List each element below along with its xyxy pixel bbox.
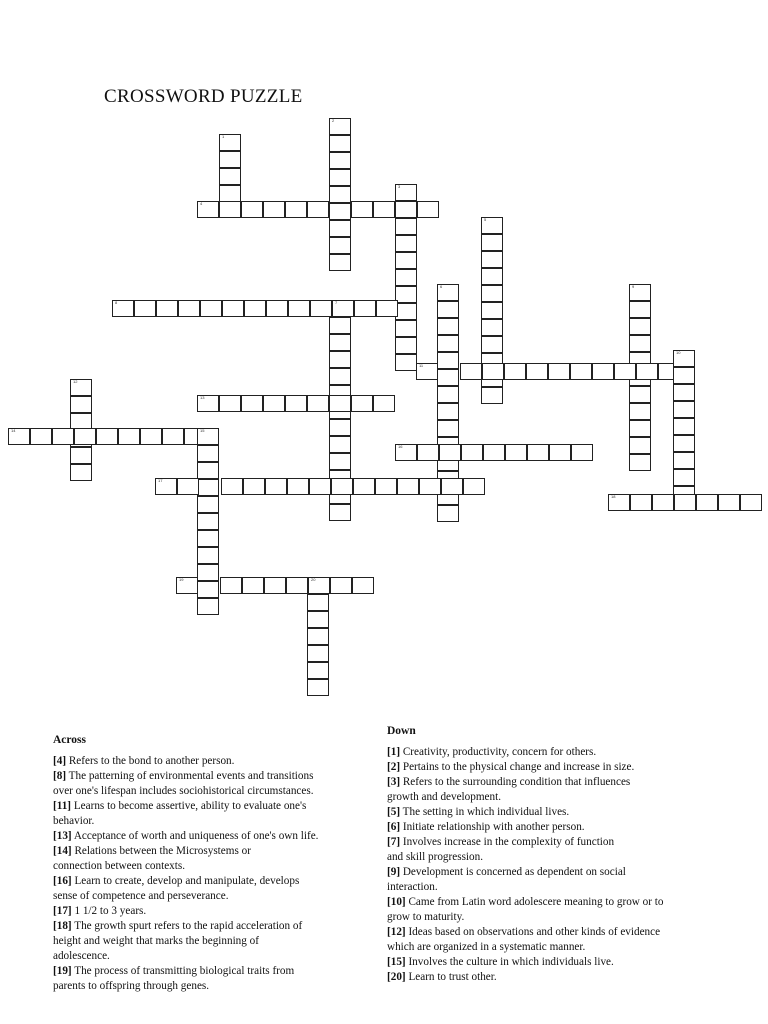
across-clue [53, 799, 373, 829]
grid-cell[interactable] [197, 395, 219, 412]
grid-cell[interactable] [329, 317, 351, 334]
grid-cell[interactable] [219, 201, 241, 218]
across-clue [53, 874, 373, 904]
clue-text: Ideas based on observations and other kinds of evidence [405, 926, 661, 938]
grid-cell[interactable] [178, 300, 200, 317]
grid-cell[interactable] [437, 386, 459, 403]
cell-number: 13 [200, 395, 205, 400]
grid-cell[interactable] [329, 203, 351, 220]
cell-number: 9 [632, 284, 635, 289]
down-clue [387, 865, 727, 895]
clue-text: Initiate relationship with another person. [400, 821, 585, 833]
clue-text: Learn to create, develop and manipulate, develops [71, 875, 300, 887]
grid-cell[interactable] [243, 478, 265, 495]
grid-cell[interactable] [96, 428, 118, 445]
grid-cell[interactable] [673, 384, 695, 401]
grid-cell[interactable] [219, 168, 241, 185]
grid-cell[interactable] [673, 350, 695, 367]
grid-cell[interactable] [112, 300, 134, 317]
grid-cell[interactable] [571, 444, 593, 461]
grid-cell[interactable] [673, 452, 695, 469]
cell-number: 2 [332, 118, 335, 123]
grid-cell[interactable] [395, 303, 417, 320]
grid-cell[interactable] [395, 269, 417, 286]
grid-cell[interactable] [286, 577, 308, 594]
clue-text: Refers to the bond to another person. [66, 755, 235, 767]
across-heading: Across [53, 734, 87, 746]
grid-cell[interactable] [439, 444, 461, 461]
grid-cell[interactable] [353, 478, 375, 495]
clue-text: adolescence. [53, 950, 110, 962]
grid-cell[interactable] [329, 220, 351, 237]
grid-cell[interactable] [221, 478, 243, 495]
grid-cell[interactable] [329, 453, 351, 470]
grid-cell[interactable] [549, 444, 571, 461]
clue-text: Relations between the Microsystems or [71, 845, 251, 857]
grid-cell[interactable] [629, 301, 651, 318]
grid-cell[interactable] [674, 494, 696, 511]
grid-cell[interactable] [482, 363, 504, 380]
clue-number: [10] [387, 896, 406, 908]
grid-cell[interactable] [8, 428, 30, 445]
grid-cell[interactable] [437, 420, 459, 437]
grid-cell[interactable] [376, 300, 398, 317]
clue-text: Pertains to the physical change and increase in size. [400, 761, 635, 773]
grid-cell[interactable] [629, 420, 651, 437]
grid-cell[interactable] [481, 319, 503, 336]
grid-cell[interactable] [395, 337, 417, 354]
clue-text: behavior. [53, 815, 95, 827]
grid-cell[interactable] [329, 237, 351, 254]
across-clue-list [53, 754, 373, 994]
grid-cell[interactable] [241, 395, 263, 412]
grid-cell[interactable] [481, 217, 503, 234]
grid-cell[interactable] [309, 478, 331, 495]
down-clue [387, 970, 727, 985]
down-clue-list [387, 745, 727, 985]
cell-number: 18 [611, 494, 616, 499]
grid-cell[interactable] [134, 300, 156, 317]
grid-cell[interactable] [265, 478, 287, 495]
cell-number: 6 [440, 284, 443, 289]
grid-cell[interactable] [481, 302, 503, 319]
clue-text: connection between contexts. [53, 860, 186, 872]
grid-cell[interactable] [285, 395, 307, 412]
cell-number: 5 [484, 217, 487, 222]
grid-cell[interactable] [287, 478, 309, 495]
grid-cell[interactable] [177, 478, 199, 495]
grid-cell[interactable] [329, 368, 351, 385]
grid-cell[interactable] [162, 428, 184, 445]
grid-cell[interactable] [70, 396, 92, 413]
across-clue [53, 844, 373, 874]
grid-cell[interactable] [307, 611, 329, 628]
grid-cell[interactable] [307, 201, 329, 218]
grid-cell[interactable] [197, 547, 219, 564]
grid-cell[interactable] [673, 469, 695, 486]
clue-number: [20] [387, 971, 406, 983]
grid-cell[interactable] [395, 201, 417, 218]
grid-cell[interactable] [395, 252, 417, 269]
grid-cell[interactable] [673, 435, 695, 452]
grid-cell[interactable] [197, 445, 219, 462]
grid-cell[interactable] [416, 363, 438, 380]
grid-cell[interactable] [636, 363, 658, 380]
grid-cell[interactable] [354, 300, 376, 317]
down-heading: Down [387, 725, 416, 737]
grid-cell[interactable] [329, 395, 351, 412]
clue-text: interaction. [387, 881, 438, 893]
clue-text: Development is concerned as dependent on social [400, 866, 626, 878]
grid-cell[interactable] [329, 504, 351, 521]
grid-cell[interactable] [329, 118, 351, 135]
clue-number: [5] [387, 806, 401, 818]
grid-cell[interactable] [285, 201, 307, 218]
clue-text: Refers to the surrounding condition that influences [400, 776, 631, 788]
down-clue [387, 925, 727, 955]
grid-cell[interactable] [330, 577, 352, 594]
grid-cell[interactable] [70, 464, 92, 481]
clue-number: [12] [387, 926, 406, 938]
grid-cell[interactable] [673, 418, 695, 435]
grid-cell[interactable] [118, 428, 140, 445]
across-clue [53, 964, 373, 994]
clue-number: [7] [387, 836, 401, 848]
grid-cell[interactable] [197, 513, 219, 530]
grid-cell[interactable] [375, 478, 397, 495]
across-clue [53, 769, 373, 799]
across-clue [53, 829, 373, 844]
clue-text: over one's lifespan includes sociohistorical circumstances. [53, 785, 314, 797]
grid-cell[interactable] [481, 234, 503, 251]
grid-cell[interactable] [219, 395, 241, 412]
clue-number: [2] [387, 761, 401, 773]
grid-cell[interactable] [351, 395, 373, 412]
clue-text: growth and development. [387, 791, 502, 803]
grid-cell[interactable] [307, 395, 329, 412]
grid-cell[interactable] [197, 564, 219, 581]
grid-cell[interactable] [395, 235, 417, 252]
grid-cell[interactable] [331, 478, 353, 495]
grid-cell[interactable] [351, 201, 373, 218]
grid-cell[interactable] [395, 444, 417, 461]
clue-text: Creativity, productivity, concern for others. [400, 746, 597, 758]
grid-cell[interactable] [263, 201, 285, 218]
grid-cell[interactable] [483, 444, 505, 461]
grid-cell[interactable] [395, 184, 417, 201]
grid-cell[interactable] [437, 301, 459, 318]
grid-cell[interactable] [417, 201, 439, 218]
grid-cell[interactable] [481, 285, 503, 302]
grid-cell[interactable] [244, 300, 266, 317]
grid-cell[interactable] [481, 268, 503, 285]
cell-number: 7 [335, 300, 338, 305]
cell-number: 11 [419, 363, 424, 368]
grid-cell[interactable] [441, 478, 463, 495]
grid-cell[interactable] [219, 185, 241, 202]
clue-number: [1] [387, 746, 401, 758]
grid-cell[interactable] [308, 577, 330, 594]
across-clue [53, 919, 373, 964]
grid-cell[interactable] [197, 530, 219, 547]
grid-cell[interactable] [417, 444, 439, 461]
grid-cell[interactable] [460, 363, 482, 380]
grid-cell[interactable] [176, 577, 198, 594]
grid-cell[interactable] [629, 318, 651, 335]
grid-cell[interactable] [614, 363, 636, 380]
clue-text: parents to offspring through genes. [53, 980, 210, 992]
grid-cell[interactable] [696, 494, 718, 511]
grid-cell[interactable] [630, 494, 652, 511]
grid-cell[interactable] [673, 401, 695, 418]
grid-cell[interactable] [219, 134, 241, 151]
clue-text: The process of transmitting biological traits from [71, 965, 295, 977]
cell-number: 15 [200, 428, 205, 433]
grid-cell[interactable] [329, 436, 351, 453]
down-clues [387, 724, 727, 985]
cell-number: 14 [11, 428, 16, 433]
grid-cell[interactable] [740, 494, 762, 511]
grid-cell[interactable] [263, 395, 285, 412]
cell-number: 19 [179, 577, 184, 582]
grid-cell[interactable] [307, 628, 329, 645]
grid-cell[interactable] [395, 286, 417, 303]
grid-cell[interactable] [52, 428, 74, 445]
cell-number: 4 [200, 201, 203, 206]
grid-cell[interactable] [310, 300, 332, 317]
grid-cell[interactable] [197, 598, 219, 615]
grid-cell[interactable] [329, 351, 351, 368]
down-clue [387, 805, 727, 820]
down-clue [387, 745, 727, 760]
clue-text: Learn to trust other. [405, 971, 497, 983]
grid-cell[interactable] [30, 428, 52, 445]
clue-number: [13] [53, 830, 72, 842]
clue-number: [3] [387, 776, 401, 788]
down-clue [387, 775, 727, 805]
grid-cell[interactable] [437, 403, 459, 420]
grid-cell[interactable] [505, 444, 527, 461]
grid-cell[interactable] [329, 334, 351, 351]
grid-cell[interactable] [242, 577, 264, 594]
grid-cell[interactable] [395, 320, 417, 337]
grid-cell[interactable] [395, 218, 417, 235]
grid-cell[interactable] [264, 577, 286, 594]
grid-cell[interactable] [307, 662, 329, 679]
grid-cell[interactable] [329, 254, 351, 271]
clue-number: [17] [53, 905, 72, 917]
grid-cell[interactable] [526, 363, 548, 380]
grid-cell[interactable] [481, 387, 503, 404]
grid-cell[interactable] [481, 251, 503, 268]
down-clue [387, 760, 727, 775]
grid-cell[interactable] [197, 201, 219, 218]
clue-text: Learns to become assertive, ability to evaluate one's [71, 800, 307, 812]
grid-cell[interactable] [307, 645, 329, 662]
grid-cell[interactable] [352, 577, 374, 594]
grid-cell[interactable] [419, 478, 441, 495]
grid-cell[interactable] [570, 363, 592, 380]
cell-number: 12 [73, 379, 78, 384]
grid-cell[interactable] [200, 300, 222, 317]
grid-cell[interactable] [222, 300, 244, 317]
grid-cell[interactable] [437, 369, 459, 386]
grid-cell[interactable] [219, 151, 241, 168]
cell-number: 1 [222, 134, 225, 139]
clue-text: Came from Latin word adolescere meaning to grow or to [405, 896, 664, 908]
clue-text: Acceptance of worth and uniqueness of one's own life. [71, 830, 319, 842]
grid-cell[interactable] [307, 679, 329, 696]
clue-number: [8] [53, 770, 67, 782]
grid-cell[interactable] [156, 300, 178, 317]
grid-cell[interactable] [437, 335, 459, 352]
clue-text: The setting in which individual lives. [400, 806, 570, 818]
grid-cell[interactable] [74, 428, 96, 445]
clue-text: Involves the culture in which individuals live. [405, 956, 614, 968]
grid-cell[interactable] [140, 428, 162, 445]
cell-number: 17 [158, 478, 163, 483]
clue-text: grow to maturity. [387, 911, 465, 923]
grid-cell[interactable] [629, 335, 651, 352]
down-clue [387, 820, 727, 835]
grid-cell[interactable] [481, 336, 503, 353]
down-clue [387, 955, 727, 970]
clue-text: height and weight that marks the beginning of [53, 935, 259, 947]
across-clue [53, 904, 373, 919]
clue-text: The growth spurt refers to the rapid acceleration of [71, 920, 303, 932]
grid-cell[interactable] [307, 594, 329, 611]
grid-cell[interactable] [329, 169, 351, 186]
cell-number: 10 [676, 350, 681, 355]
across-clue [53, 754, 373, 769]
grid-cell[interactable] [373, 201, 395, 218]
clue-text: The patterning of environmental events and transitions [66, 770, 314, 782]
grid-cell[interactable] [155, 478, 177, 495]
clue-number: [11] [53, 800, 72, 812]
clue-number: [18] [53, 920, 72, 932]
grid-cell[interactable] [197, 462, 219, 479]
cell-number: 16 [398, 444, 403, 449]
clue-text: which are organized in a systematic manner. [387, 941, 586, 953]
grid-cell[interactable] [629, 454, 651, 471]
cell-number: 3 [398, 184, 401, 189]
grid-cell[interactable] [461, 444, 483, 461]
grid-cell[interactable] [629, 284, 651, 301]
clue-text: and skill progression. [387, 851, 484, 863]
grid-cell[interactable] [220, 577, 242, 594]
grid-cell[interactable] [197, 428, 219, 445]
clue-number: [14] [53, 845, 72, 857]
grid-cell[interactable] [463, 478, 485, 495]
cell-number: 20 [311, 577, 316, 582]
grid-cell[interactable] [197, 581, 219, 598]
clue-number: [4] [53, 755, 67, 767]
grid-cell[interactable] [332, 300, 354, 317]
clue-text: Involves increase in the complexity of function [400, 836, 615, 848]
grid-cell[interactable] [437, 352, 459, 369]
grid-cell[interactable] [241, 201, 263, 218]
cell-number: 8 [115, 300, 118, 305]
grid-cell[interactable] [197, 496, 219, 513]
clue-text: 1 1/2 to 3 years. [71, 905, 147, 917]
clue-number: [6] [387, 821, 401, 833]
grid-cell[interactable] [397, 478, 419, 495]
grid-cell[interactable] [718, 494, 740, 511]
grid-cell[interactable] [197, 479, 219, 496]
grid-cell[interactable] [329, 419, 351, 436]
clue-number: [16] [53, 875, 72, 887]
grid-cell[interactable] [548, 363, 570, 380]
grid-cell[interactable] [70, 447, 92, 464]
grid-cell[interactable] [504, 363, 526, 380]
grid-cell[interactable] [437, 505, 459, 522]
grid-cell[interactable] [629, 437, 651, 454]
clue-number: [9] [387, 866, 401, 878]
down-clue [387, 895, 727, 925]
grid-cell[interactable] [288, 300, 310, 317]
grid-cell[interactable] [70, 379, 92, 396]
grid-cell[interactable] [592, 363, 614, 380]
grid-cell[interactable] [329, 186, 351, 203]
grid-cell[interactable] [527, 444, 549, 461]
grid-cell[interactable] [329, 152, 351, 169]
puzzle-title: CROSSWORD PUZZLE [104, 86, 303, 107]
grid-cell[interactable] [437, 284, 459, 301]
grid-cell[interactable] [395, 354, 417, 371]
clue-text: sense of competence and perseverance. [53, 890, 229, 902]
grid-cell[interactable] [629, 386, 651, 403]
clue-number: [19] [53, 965, 72, 977]
grid-cell[interactable] [629, 403, 651, 420]
grid-cell[interactable] [673, 367, 695, 384]
grid-cell[interactable] [373, 395, 395, 412]
grid-cell[interactable] [652, 494, 674, 511]
clue-number: [15] [387, 956, 406, 968]
across-clues [53, 733, 373, 994]
grid-cell[interactable] [608, 494, 630, 511]
grid-cell[interactable] [329, 135, 351, 152]
down-clue [387, 835, 727, 865]
grid-cell[interactable] [437, 318, 459, 335]
grid-cell[interactable] [266, 300, 288, 317]
